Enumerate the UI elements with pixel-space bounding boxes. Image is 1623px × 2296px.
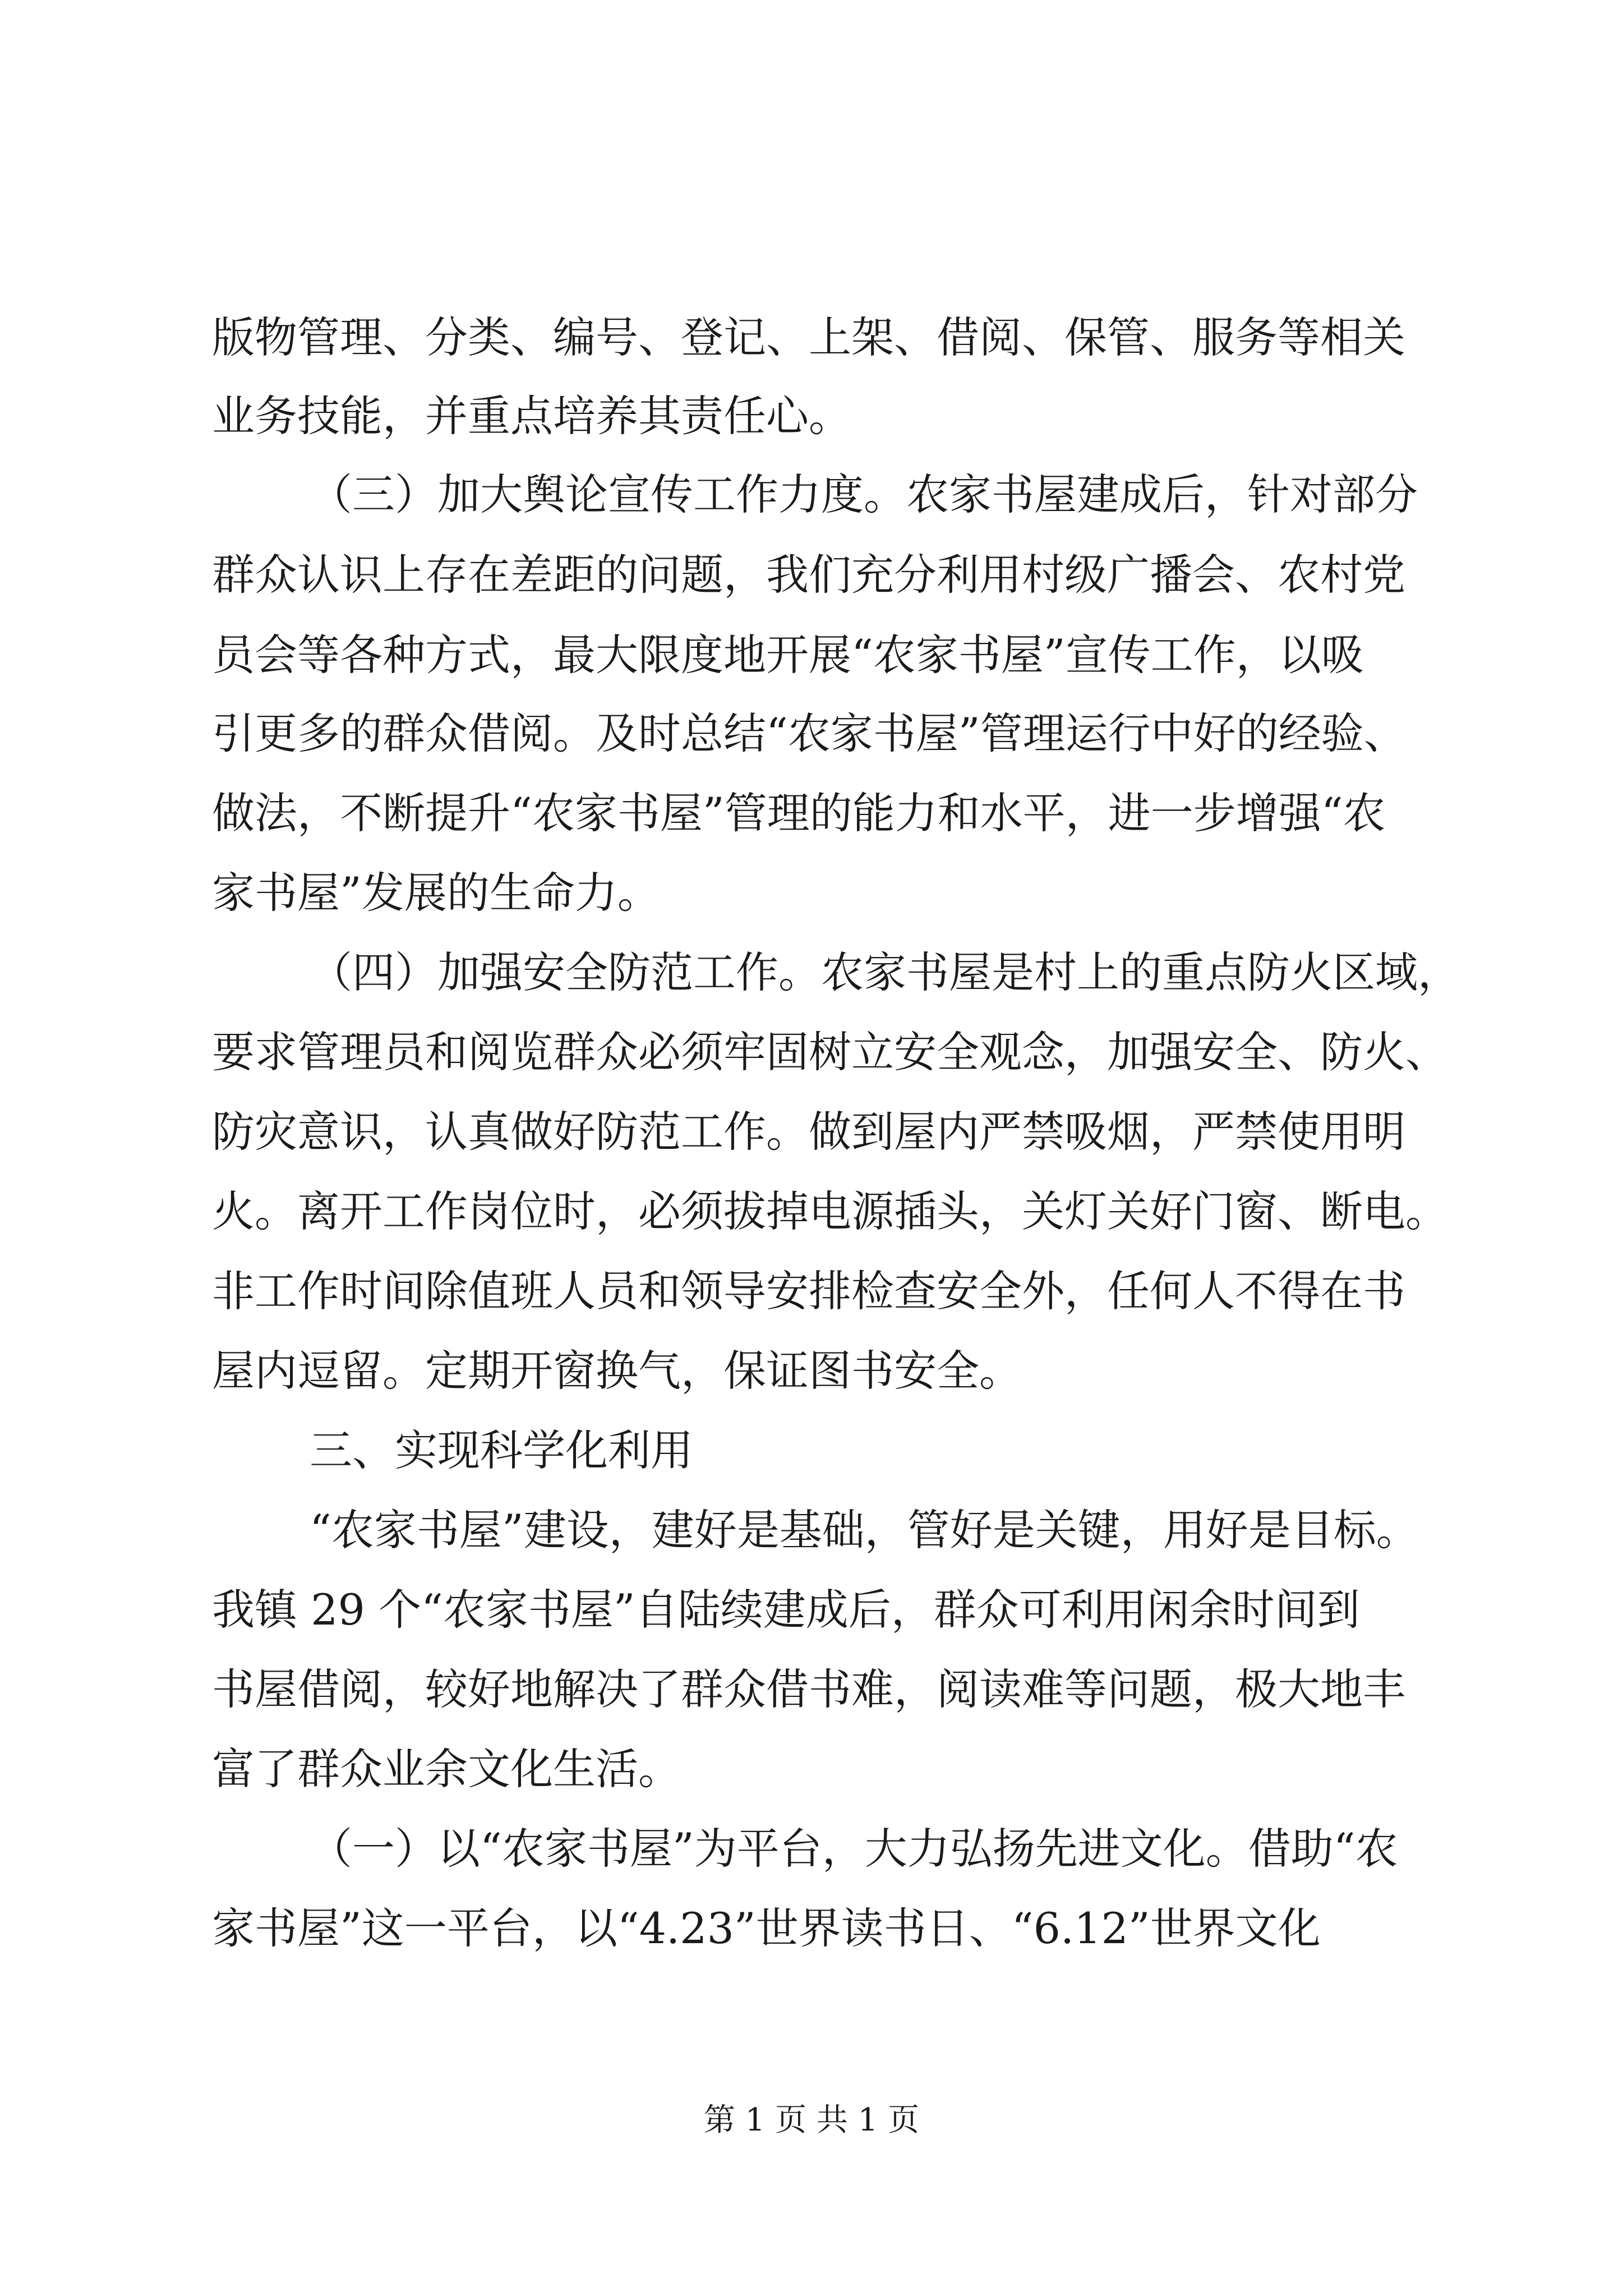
- body-line: 非工作时间除值班人员和领导安排检查安全外，任何人不得在书: [212, 1266, 1405, 1316]
- body-line: 书屋借阅，较好地解决了群众借书难，阅读难等问题，极大地丰: [212, 1664, 1405, 1714]
- body-line: 富了群众业余文化生活。: [212, 1744, 681, 1794]
- body-line: 防灾意识，认真做好防范工作。做到屋内严禁吸烟，严禁使用明: [212, 1107, 1405, 1157]
- body-line: （一）以“农家书屋”为平台，大力弘扬先进文化。借助“农: [310, 1824, 1398, 1874]
- body-line: 业务技能，并重点培养其责任心。: [212, 391, 851, 441]
- body-line: 群众认识上存在差距的问题，我们充分利用村级广播会、农村党: [212, 550, 1405, 600]
- body-line: 屋内逗留。定期开窗换气，保证图书安全。: [212, 1346, 1022, 1396]
- body-line: 家书屋”发展的生命力。: [212, 868, 660, 918]
- body-line: （三）加大舆论宣传工作力度。农家书屋建成后，针对部分: [310, 470, 1418, 519]
- body-line: 我镇 29 个“农家书屋”自陆续建成后，群众可利用闲余时间到: [212, 1585, 1360, 1635]
- body-line: 版物管理、分类、编号、登记、上架、借阅、保管、服务等相关: [212, 312, 1405, 362]
- page-number-footer: 第 1 页 共 1 页: [703, 2102, 920, 2138]
- body-line: 做法，不断提升“农家书屋”管理的能力和水平，进一步增强“农: [212, 788, 1386, 838]
- body-line: “农家书屋”建设，建好是基础，管好是关键，用好是目标。: [310, 1505, 1419, 1555]
- body-line: 员会等各种方式，最大限度地开展“农家书屋”宣传工作，以吸: [212, 630, 1364, 680]
- section-heading: 三、实现科学化利用: [310, 1425, 693, 1475]
- body-line: 引更多的群众借阅。及时总结“农家书屋”管理运行中好的经验、: [212, 708, 1407, 758]
- body-line: （四）加强安全防范工作。农家书屋是村上的重点防火区域，: [310, 947, 1460, 997]
- body-line: 家书屋”这一平台，以“4.23”世界读书日、“6.12”世界文化: [212, 1903, 1321, 1953]
- body-line: 火。离开工作岗位时，必须拔掉电源插头，关灯关好门窗、断电。: [212, 1186, 1448, 1236]
- body-line: 要求管理员和阅览群众必须牢固树立安全观念，加强安全、防火、: [212, 1027, 1448, 1077]
